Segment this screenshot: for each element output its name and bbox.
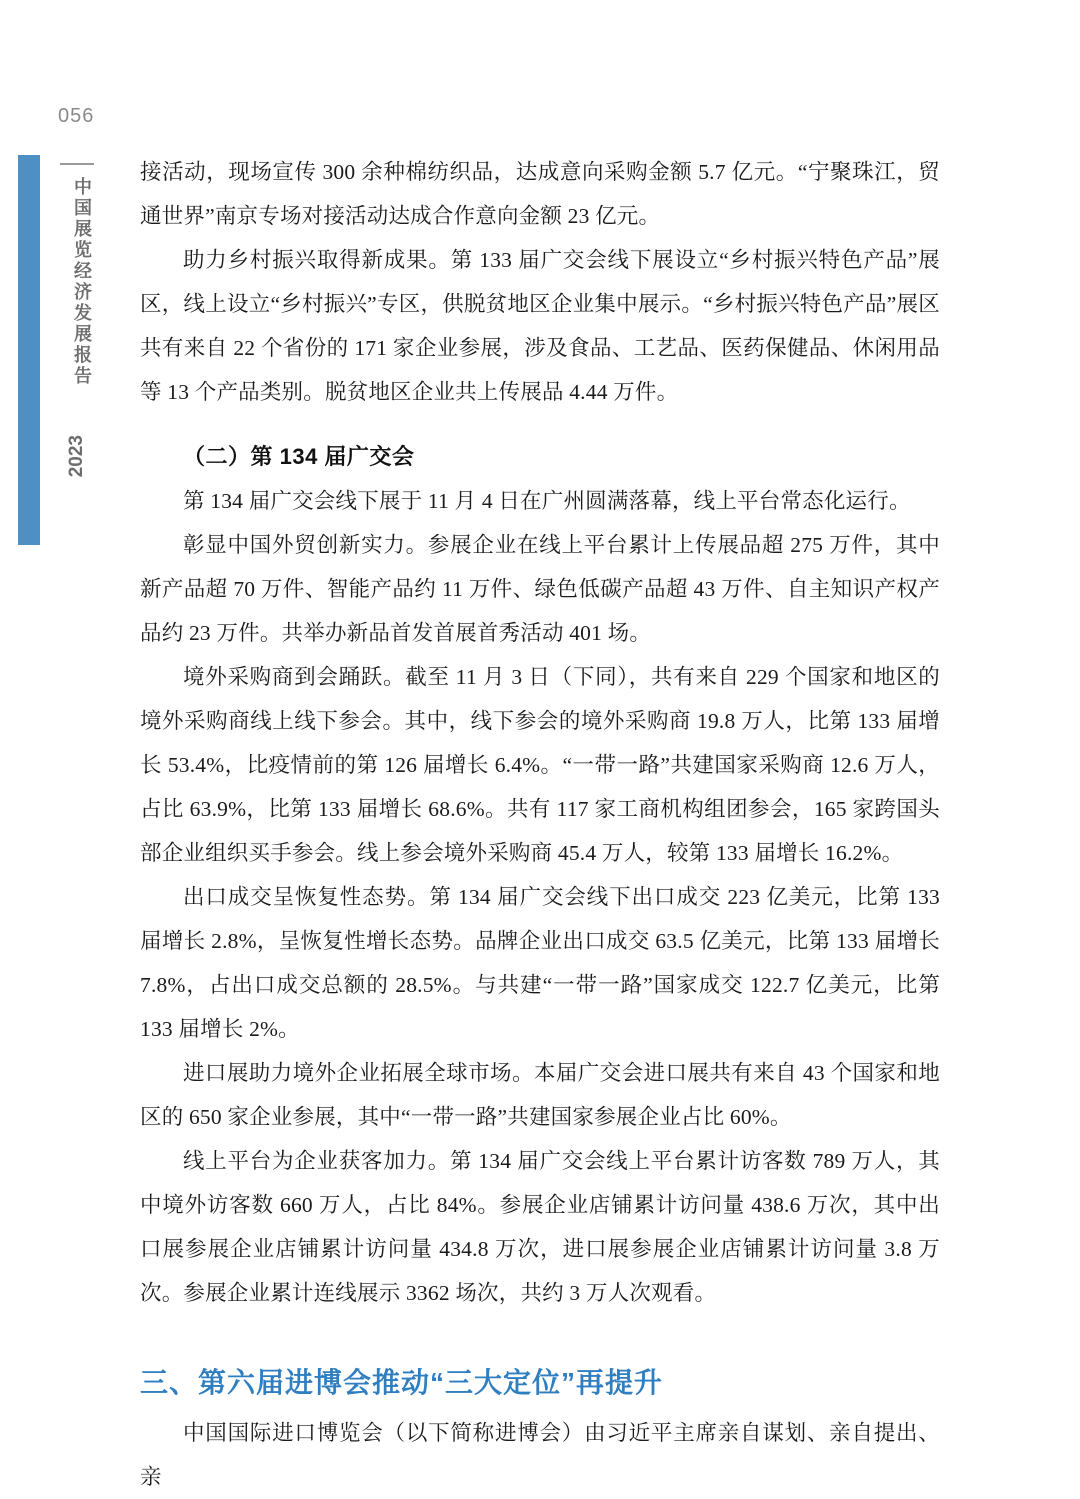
paragraph: 中国国际进口博览会（以下简称进博会）由习近平主席亲自谋划、亲自提出、亲 xyxy=(140,1421,940,1489)
rail-divider xyxy=(60,163,94,165)
paragraph: 第 134 届广交会线下展于 11 月 4 日在广州圆满落幕，线上平台常态化运行。 xyxy=(183,489,911,513)
paragraph: 出口成交呈恢复性态势。第 134 届广交会线下出口成交 223 亿美元，比第 133 届增长 2.8%，呈恢复性增长态势。品牌企业出口成交 63.5 亿美元，比第 133 届增长 7.8%，占出口成交总额的 28.5%。与共建“一带一路”国家成交 122.7 亿美元，比第 133 届增长 2%。 xyxy=(140,885,940,1041)
page-side-rail xyxy=(18,105,110,545)
page-number: 056 xyxy=(58,105,95,127)
paragraph: 进口展助力境外企业拓展全球市场。本届广交会进口展共有来自 43 个国家和地区的 650 家企业参展，其中“一带一路”共建国家参展企业占比 60%。 xyxy=(140,1061,940,1129)
paragraph: 接活动，现场宣传 300 余种棉纺织品，达成意向采购金额 5.7 亿元。“宁聚珠江，贸通世界”南京专场对接活动达成合作意向金额 23 亿元。 xyxy=(140,160,940,228)
paragraph: 线上平台为企业获客加力。第 134 届广交会线上平台累计访客数 789 万人，其中境外访客数 660 万人，占比 84%。参展企业店铺累计访问量 438.6 万次，其中出口展参展企业店铺累计访问量 434.8 万次，进口展参展企业店铺累计访问量 3.8 万次。参展企业累计连线展示 3362 场次，共约 3 万人次观看。 xyxy=(140,1149,940,1305)
rail-book-year: 2023 xyxy=(66,435,87,478)
section-heading: 三、第六届进博会推动“三大定位”再提升 xyxy=(140,1367,664,1398)
paragraph: 彰显中国外贸创新实力。参展企业在线上平台累计上传展品超 275 万件，其中新产品超 70 万件、智能产品约 11 万件、绿色低碳产品超 43 万件、自主知识产权产品约 23 万件。共举办新品首发首展首秀活动 401 场。 xyxy=(140,533,940,645)
rail-accent-bar xyxy=(18,155,40,545)
sub-heading: （二）第 134 届广交会 xyxy=(183,444,415,469)
paragraph: 助力乡村振兴取得新成果。第 133 届广交会线下展设立“乡村振兴特色产品”展区，线上设立“乡村振兴”专区，供脱贫地区企业集中展示。“乡村振兴特色产品”展区共有来自 22 个省份的 171 家企业参展，涉及食品、工艺品、医药保健品、休闲用品等 13 个产品类别。脱贫地区企业共上传展品 4.44 万件。 xyxy=(140,248,940,404)
rail-book-title: 中国展览经济发展报告 xyxy=(72,177,92,387)
page-content xyxy=(140,150,940,1499)
paragraph: 境外采购商到会踊跃。截至 11 月 3 日（下同），共有来自 229 个国家和地区的境外采购商线上线下参会。其中，线下参会的境外采购商 19.8 万人，比第 133 届增长 53.4%，比疫情前的第 126 届增长 6.4%。“一带一路”共建国家采购商 12.6 万人，占比 63.9%，比第 133 届增长 68.6%。共有 117 家工商机构组团参会，165 家跨国头部企业组织买手参会。线上参会境外采购商 45.4 万人，较第 133 届增长 16.2%。 xyxy=(140,665,940,865)
